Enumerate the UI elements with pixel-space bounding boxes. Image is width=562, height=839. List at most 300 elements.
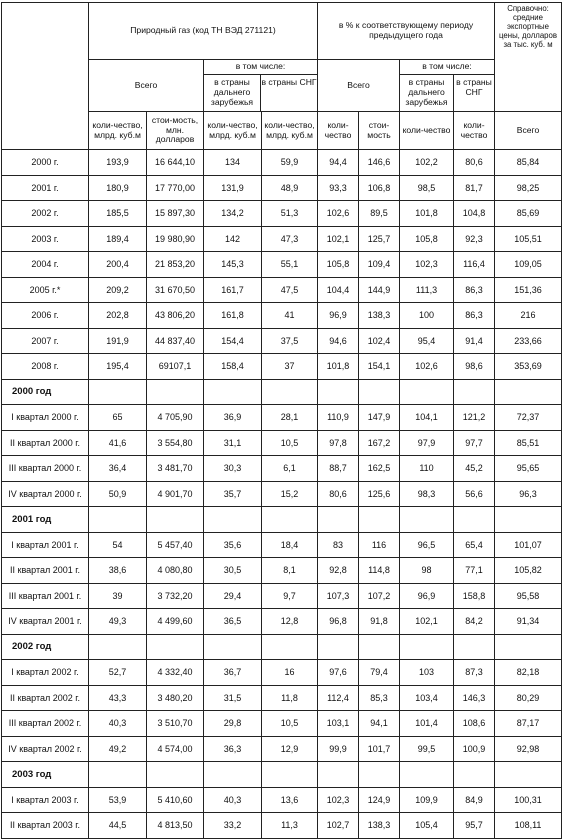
table-cell: 37: [262, 354, 318, 380]
row-label: IV квартал 2000 г.: [2, 481, 89, 507]
table-cell: 4 332,40: [147, 660, 204, 686]
empty-cell: [400, 379, 454, 405]
table-cell: 102,4: [359, 328, 400, 354]
table-cell: 36,3: [204, 736, 262, 762]
table-cell: 91,34: [495, 609, 562, 635]
table-cell: 116: [359, 532, 400, 558]
table-row: [2, 481, 562, 507]
table-cell: 104,1: [400, 405, 454, 431]
table-cell: 3 481,70: [147, 456, 204, 482]
table-cell: 49,3: [89, 609, 147, 635]
table-cell: 161,7: [204, 277, 262, 303]
table-cell: 98: [400, 558, 454, 584]
table-cell: 100,31: [495, 787, 562, 813]
section-label: 2000 год: [2, 379, 89, 405]
table-cell: 167,2: [359, 430, 400, 456]
table-cell: 44 837,40: [147, 328, 204, 354]
row-label: 2003 г.: [2, 226, 89, 252]
reference-header: [495, 3, 562, 112]
table-cell: 21 853,20: [147, 252, 204, 278]
col-ref-total: Всего: [495, 112, 562, 150]
table-cell: 110: [400, 456, 454, 482]
table-cell: 106,8: [359, 175, 400, 201]
table-row: [2, 354, 562, 380]
table-cell: 109,9: [400, 787, 454, 813]
table-cell: 84,2: [454, 609, 495, 635]
table-cell: 154,4: [204, 328, 262, 354]
table-cell: 101,4: [400, 711, 454, 737]
empty-cell: [318, 634, 359, 660]
table-cell: 97,8: [318, 430, 359, 456]
row-label: IV квартал 2002 г.: [2, 736, 89, 762]
empty-cell: [495, 762, 562, 788]
table-cell: 102,1: [318, 226, 359, 252]
table-cell: 65: [89, 405, 147, 431]
percent-cis-header: в страны СНГ: [456, 77, 492, 97]
percent-including-label: в том числе:: [400, 60, 494, 75]
table-row: [2, 787, 562, 813]
table-cell: 191,9: [89, 328, 147, 354]
table-cell: 99,9: [318, 736, 359, 762]
table-cell: 4 901,70: [147, 481, 204, 507]
table-cell: 36,9: [204, 405, 262, 431]
table-cell: 54: [89, 532, 147, 558]
table-cell: 102,3: [318, 787, 359, 813]
table-cell: 105,4: [400, 813, 454, 839]
table-cell: 88,7: [318, 456, 359, 482]
empty-cell: [454, 507, 495, 533]
table-cell: 97,6: [318, 660, 359, 686]
empty-cell: [359, 507, 400, 533]
table-cell: 216: [495, 303, 562, 329]
table-cell: 89,5: [359, 201, 400, 227]
table-cell: 52,7: [89, 660, 147, 686]
table-cell: 103: [400, 660, 454, 686]
table-cell: 79,4: [359, 660, 400, 686]
row-label: 2007 г.: [2, 328, 89, 354]
table-cell: 36,4: [89, 456, 147, 482]
table-cell: 104,8: [454, 201, 495, 227]
table-cell: 121,2: [454, 405, 495, 431]
table-cell: 49,2: [89, 736, 147, 762]
corner-cell: [2, 3, 89, 150]
table-cell: 96,5: [400, 532, 454, 558]
table-cell: 51,3: [262, 201, 318, 227]
table-row: [2, 277, 562, 303]
table-cell: 146,6: [359, 150, 400, 176]
table-cell: 112,4: [318, 685, 359, 711]
table-cell: 29,8: [204, 711, 262, 737]
table-cell: 15,2: [262, 481, 318, 507]
table-row: [2, 252, 562, 278]
table-cell: 101,7: [359, 736, 400, 762]
table-cell: 92,98: [495, 736, 562, 762]
table-cell: 102,6: [318, 201, 359, 227]
col-qty-total: коли-чество, млрд. куб.м: [89, 112, 147, 150]
including-header: [204, 60, 318, 112]
table-cell: 99,5: [400, 736, 454, 762]
empty-cell: [262, 634, 318, 660]
table-cell: 3 554,80: [147, 430, 204, 456]
table-cell: 69107,1: [147, 354, 204, 380]
empty-cell: [147, 507, 204, 533]
table-row: [2, 303, 562, 329]
empty-cell: [495, 634, 562, 660]
row-label: I квартал 2002 г.: [2, 660, 89, 686]
empty-cell: [454, 379, 495, 405]
table-cell: 180,9: [89, 175, 147, 201]
empty-cell: [204, 507, 262, 533]
table-cell: 30,3: [204, 456, 262, 482]
table-cell: 38,6: [89, 558, 147, 584]
natural-gas-header: Природный газ (код ТН ВЭД 271121): [89, 3, 318, 60]
table-cell: 146,3: [454, 685, 495, 711]
table-cell: 31,1: [204, 430, 262, 456]
table-cell: 3 510,70: [147, 711, 204, 737]
table-cell: 31,5: [204, 685, 262, 711]
reference-title: Справочно: средние экспортные цены, долларов за тыс. куб. м: [499, 4, 557, 49]
table-cell: 353,69: [495, 354, 562, 380]
empty-cell: [359, 379, 400, 405]
table-cell: 125,7: [359, 226, 400, 252]
col-qty-cis: коли-чество, млрд. куб.м: [262, 112, 318, 150]
table-cell: 93,3: [318, 175, 359, 201]
percent-header: в % к соответствующему периоду предыдущего года: [318, 3, 495, 60]
table-cell: 185,5: [89, 201, 147, 227]
table-cell: 3 480,20: [147, 685, 204, 711]
table-cell: 33,2: [204, 813, 262, 839]
table-cell: 91,8: [359, 609, 400, 635]
table-cell: 96,8: [318, 609, 359, 635]
col-cost-total: стои-мость, млн. долларов: [147, 112, 204, 150]
table-cell: 84,9: [454, 787, 495, 813]
table-cell: 102,6: [400, 354, 454, 380]
table-cell: 55,1: [262, 252, 318, 278]
empty-cell: [147, 634, 204, 660]
empty-cell: [400, 634, 454, 660]
table-cell: 12,8: [262, 609, 318, 635]
table-cell: 11,8: [262, 685, 318, 711]
table-cell: 10,5: [262, 430, 318, 456]
table-cell: 80,6: [454, 150, 495, 176]
table-cell: 95,7: [454, 813, 495, 839]
percent-including-subheaders: [400, 75, 494, 111]
empty-cell: [454, 634, 495, 660]
table-cell: 86,3: [454, 303, 495, 329]
empty-cell: [204, 634, 262, 660]
table-cell: 82,18: [495, 660, 562, 686]
table-cell: 109,05: [495, 252, 562, 278]
row-label: 2004 г.: [2, 252, 89, 278]
table-cell: 189,4: [89, 226, 147, 252]
percent-total-header: Всего: [318, 60, 400, 112]
row-label: I квартал 2000 г.: [2, 405, 89, 431]
row-label: 2002 г.: [2, 201, 89, 227]
table-row: [2, 711, 562, 737]
table-cell: 107,3: [318, 583, 359, 609]
empty-cell: [318, 762, 359, 788]
table-cell: 17 770,00: [147, 175, 204, 201]
table-cell: 30,5: [204, 558, 262, 584]
section-label: 2001 год: [2, 507, 89, 533]
table-row: [2, 226, 562, 252]
table-cell: 10,5: [262, 711, 318, 737]
table-cell: 4 705,90: [147, 405, 204, 431]
table-cell: 43,3: [89, 685, 147, 711]
gas-export-table: [1, 2, 562, 839]
table-cell: 16: [262, 660, 318, 686]
table-cell: 65,4: [454, 532, 495, 558]
table-cell: 3 732,20: [147, 583, 204, 609]
row-label: I квартал 2003 г.: [2, 787, 89, 813]
table-cell: 101,8: [318, 354, 359, 380]
table-cell: 47,5: [262, 277, 318, 303]
table-cell: 15 897,30: [147, 201, 204, 227]
table-cell: 151,36: [495, 277, 562, 303]
table-row: [2, 430, 562, 456]
table-cell: 72,37: [495, 405, 562, 431]
table-cell: 4 574,00: [147, 736, 204, 762]
total-header: Всего: [89, 60, 204, 112]
table-cell: 94,4: [318, 150, 359, 176]
table-cell: 94,1: [359, 711, 400, 737]
table-cell: 29,4: [204, 583, 262, 609]
table-cell: 97,7: [454, 430, 495, 456]
table-cell: 98,6: [454, 354, 495, 380]
table-cell: 147,9: [359, 405, 400, 431]
table-cell: 6,1: [262, 456, 318, 482]
table-cell: 114,8: [359, 558, 400, 584]
table-cell: 35,6: [204, 532, 262, 558]
col-pct-qty-cis: коли-чество: [454, 112, 495, 150]
empty-cell: [147, 762, 204, 788]
row-label: II квартал 2003 г.: [2, 813, 89, 839]
table-row: [2, 685, 562, 711]
table-row: [2, 201, 562, 227]
row-label: III квартал 2001 г.: [2, 583, 89, 609]
table-row: [2, 175, 562, 201]
table-cell: 40,3: [89, 711, 147, 737]
table-cell: 98,3: [400, 481, 454, 507]
table-cell: 95,65: [495, 456, 562, 482]
row-label: III квартал 2000 г.: [2, 456, 89, 482]
row-label: II квартал 2002 г.: [2, 685, 89, 711]
table-cell: 48,9: [262, 175, 318, 201]
table-row: [2, 405, 562, 431]
table-row: [2, 150, 562, 176]
table-cell: 134,2: [204, 201, 262, 227]
table-cell: 77,1: [454, 558, 495, 584]
col-pct-cost: стои-мость: [359, 112, 400, 150]
table-cell: 105,8: [318, 252, 359, 278]
table-cell: 50,9: [89, 481, 147, 507]
table-cell: 131,9: [204, 175, 262, 201]
table-cell: 195,4: [89, 354, 147, 380]
table-cell: 45,2: [454, 456, 495, 482]
table-cell: 37,5: [262, 328, 318, 354]
table-cell: 145,3: [204, 252, 262, 278]
table-row: [2, 558, 562, 584]
table-cell: 101,07: [495, 532, 562, 558]
table-cell: 31 670,50: [147, 277, 204, 303]
empty-cell: [495, 507, 562, 533]
table-cell: 35,7: [204, 481, 262, 507]
table-cell: 105,8: [400, 226, 454, 252]
table-cell: 5 410,60: [147, 787, 204, 813]
row-label: I квартал 2001 г.: [2, 532, 89, 558]
cis-header: в страны СНГ: [261, 77, 317, 88]
table-cell: 101,8: [400, 201, 454, 227]
table-row: [2, 583, 562, 609]
table-cell: 41,6: [89, 430, 147, 456]
row-label: III квартал 2002 г.: [2, 711, 89, 737]
empty-cell: [89, 379, 147, 405]
table-cell: 39: [89, 583, 147, 609]
table-cell: 111,3: [400, 277, 454, 303]
far-abroad-header: в страны дальнего зарубежья: [204, 75, 261, 111]
table-cell: 81,7: [454, 175, 495, 201]
table-cell: 36,7: [204, 660, 262, 686]
empty-cell: [495, 379, 562, 405]
table-row: [2, 456, 562, 482]
table-cell: 96,3: [495, 481, 562, 507]
table-cell: 125,6: [359, 481, 400, 507]
table-row: [2, 813, 562, 839]
table-cell: 4 499,60: [147, 609, 204, 635]
table-cell: 86,3: [454, 277, 495, 303]
table-cell: 100: [400, 303, 454, 329]
table-cell: 85,3: [359, 685, 400, 711]
empty-cell: [359, 634, 400, 660]
table-cell: 202,8: [89, 303, 147, 329]
table-row: [2, 660, 562, 686]
table-cell: 103,4: [400, 685, 454, 711]
row-label: 2008 г.: [2, 354, 89, 380]
table-cell: 96,9: [400, 583, 454, 609]
table-cell: 95,58: [495, 583, 562, 609]
table-cell: 8,1: [262, 558, 318, 584]
empty-cell: [400, 762, 454, 788]
table-cell: 138,3: [359, 303, 400, 329]
table-cell: 158,4: [204, 354, 262, 380]
empty-cell: [89, 507, 147, 533]
col-qty-far: коли-чество, млрд. куб.м: [204, 112, 262, 150]
table-cell: 96,9: [318, 303, 359, 329]
table-cell: 161,8: [204, 303, 262, 329]
table-cell: 134: [204, 150, 262, 176]
table-body: [2, 150, 562, 839]
percent-including-header: [400, 60, 495, 112]
table-cell: 5 457,40: [147, 532, 204, 558]
table-cell: 98,5: [400, 175, 454, 201]
table-cell: 193,9: [89, 150, 147, 176]
table-cell: 59,9: [262, 150, 318, 176]
table-cell: 142: [204, 226, 262, 252]
empty-cell: [204, 762, 262, 788]
table-cell: 103,1: [318, 711, 359, 737]
table-cell: 85,51: [495, 430, 562, 456]
table-cell: 13,6: [262, 787, 318, 813]
table-cell: 83: [318, 532, 359, 558]
table-cell: 41: [262, 303, 318, 329]
table-cell: 85,84: [495, 150, 562, 176]
empty-cell: [262, 762, 318, 788]
percent-far-abroad-header: в страны дальнего зарубежья: [400, 75, 454, 111]
empty-cell: [400, 507, 454, 533]
empty-cell: [262, 507, 318, 533]
table-cell: 158,8: [454, 583, 495, 609]
table-cell: 80,6: [318, 481, 359, 507]
empty-cell: [318, 379, 359, 405]
section-row: [2, 762, 562, 788]
section-label: 2002 год: [2, 634, 89, 660]
section-label: 2003 год: [2, 762, 89, 788]
empty-cell: [89, 762, 147, 788]
table-cell: 56,6: [454, 481, 495, 507]
including-subheaders: [204, 75, 317, 111]
row-label: 2000 г.: [2, 150, 89, 176]
table-cell: 91,4: [454, 328, 495, 354]
empty-cell: [89, 634, 147, 660]
table-cell: 100,9: [454, 736, 495, 762]
table-cell: 85,69: [495, 201, 562, 227]
table-cell: 43 806,20: [147, 303, 204, 329]
section-row: [2, 379, 562, 405]
table-cell: 47,3: [262, 226, 318, 252]
table-cell: 124,9: [359, 787, 400, 813]
empty-cell: [454, 762, 495, 788]
table-cell: 11,3: [262, 813, 318, 839]
col-pct-qty: коли-чество: [318, 112, 359, 150]
table-cell: 40,3: [204, 787, 262, 813]
col-pct-qty-far: коли-чество: [400, 112, 454, 150]
table-cell: 4 080,80: [147, 558, 204, 584]
table-cell: 233,66: [495, 328, 562, 354]
table-cell: 109,4: [359, 252, 400, 278]
row-label: 2001 г.: [2, 175, 89, 201]
table-cell: 200,4: [89, 252, 147, 278]
table-cell: 87,17: [495, 711, 562, 737]
table-cell: 102,3: [400, 252, 454, 278]
table-cell: 12,9: [262, 736, 318, 762]
table-cell: 87,3: [454, 660, 495, 686]
table-cell: 92,8: [318, 558, 359, 584]
table-cell: 144,9: [359, 277, 400, 303]
table-cell: 53,9: [89, 787, 147, 813]
table-cell: 18,4: [262, 532, 318, 558]
table-cell: 108,11: [495, 813, 562, 839]
empty-cell: [262, 379, 318, 405]
row-label: II квартал 2001 г.: [2, 558, 89, 584]
table-cell: 209,2: [89, 277, 147, 303]
table-cell: 162,5: [359, 456, 400, 482]
table-cell: 28,1: [262, 405, 318, 431]
table-cell: 97,9: [400, 430, 454, 456]
section-row: [2, 507, 562, 533]
table-row: [2, 736, 562, 762]
table-row: [2, 609, 562, 635]
table-cell: 94,6: [318, 328, 359, 354]
section-row: [2, 634, 562, 660]
empty-cell: [359, 762, 400, 788]
table-row: [2, 328, 562, 354]
table-cell: 104,4: [318, 277, 359, 303]
empty-cell: [318, 507, 359, 533]
table-cell: 95,4: [400, 328, 454, 354]
table-cell: 102,1: [400, 609, 454, 635]
table-cell: 9,7: [262, 583, 318, 609]
table-cell: 102,2: [400, 150, 454, 176]
